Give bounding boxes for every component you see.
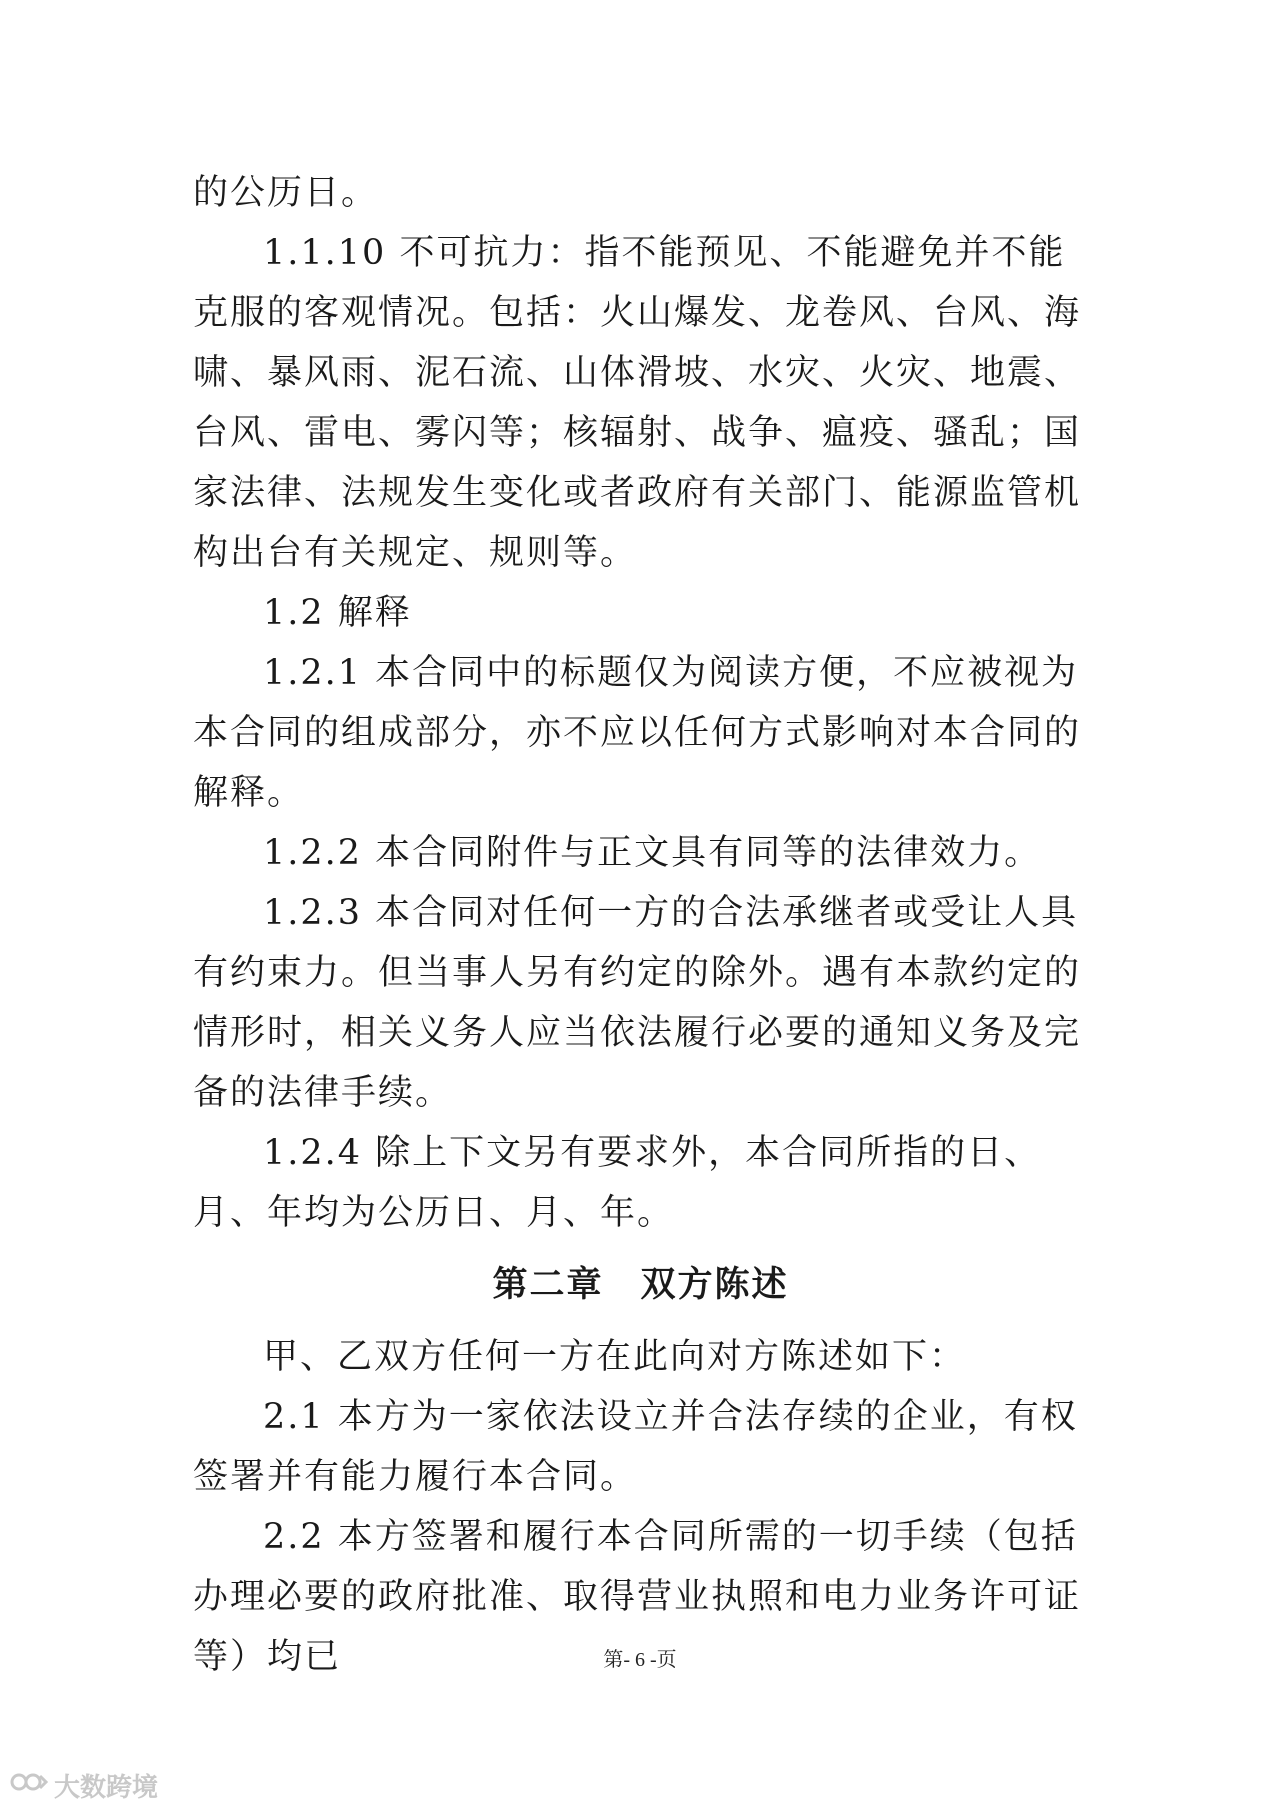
section-heading: 1.2 解释 [263,593,412,633]
watermark-logo-icon [10,1768,54,1803]
paragraph: 1.2.4 除上下文另有要求外，本合同所指的日、月、年均为公历日、月、年。 [193,1133,1042,1233]
paragraph: 的公历日。 [193,173,379,213]
watermark-text: 大数跨境 [54,1772,159,1803]
page-number-footer: 第- 6 -页 [603,1649,677,1671]
paragraph: 1.2.2 本合同附件与正文具有同等的法律效力。 [263,833,1042,873]
paragraph: 1.2.3 本合同对任何一方的合法承继者或受让人具有约束力。但当事人另有约定的除外。遇有本款约定的情形时，相关义务人应当依法履行必要的通知义务及完备的法律手续。 [193,893,1082,1113]
paragraph: 甲、乙双方任何一方在此向对方陈述如下： [263,1337,967,1377]
paragraph: 1.1.10 不可抗力：指不能预见、不能避免并不能克服的客观情况。包括：火山爆发、龙卷风、台风、海啸、暴风雨、泥石流、山体滑坡、水灾、火灾、地震、台风、雷电、雾闪等；核辐射、战争、瘟疫、骚乱；国家法律、法规发生变化或者政府有关部门、能源监管机构出台有关规定、规则等。 [193,233,1082,573]
watermark [10,1768,158,1802]
paragraph: 2.2 本方签署和履行本合同所需的一切手续（包括办理必要的政府批准、取得营业执照和电力业务许可证等）均已 [193,1517,1082,1677]
document-body [193,163,1088,1687]
paragraph: 1.2.1 本合同中的标题仅为阅读方便，不应被视为本合同的组成部分，亦不应以任何方式影响对本合同的解释。 [193,653,1082,813]
paragraph: 2.1 本方为一家依法设立并合法存续的企业，有权签署并有能力履行本合同。 [193,1397,1078,1497]
chapter-heading: 第二章 双方陈述 [492,1265,789,1305]
